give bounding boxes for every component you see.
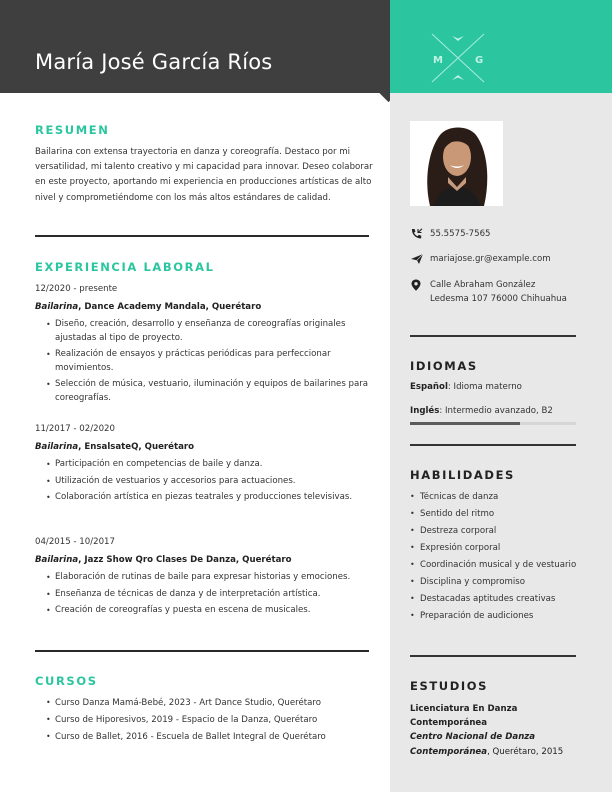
job-role: Bailarina	[35, 302, 79, 312]
profile-photo	[410, 121, 503, 206]
skill-item: • Destreza corporal	[410, 524, 580, 538]
section-divider	[35, 235, 369, 237]
language-item	[410, 382, 522, 392]
job-bullets	[35, 571, 380, 618]
job-role: Bailarina	[35, 442, 79, 452]
job-title	[35, 554, 380, 567]
job-dates: 04/2015 - 10/2017	[35, 537, 115, 547]
job-company: , Jazz Show Qro Clases De Danza, Querétaro	[78, 555, 292, 565]
section-divider	[35, 650, 369, 652]
email-address: mariajose.gr@example.com	[430, 254, 551, 264]
education-institution: Centro Nacional de Danza Contemporánea	[410, 732, 536, 757]
skills-list	[410, 490, 580, 626]
address-line-1: Calle Abraham González	[430, 280, 536, 290]
paper-plane-icon	[410, 253, 424, 265]
course-item: • Curso de Ballet, 2016 - Escuela de Ballet Integral de Querétaro	[35, 730, 380, 744]
summary-heading: RESUMEN	[35, 123, 110, 137]
contact-email[interactable]	[410, 252, 551, 266]
job-dates: 12/2020 - presente	[35, 284, 118, 294]
contact-phone[interactable]	[410, 227, 491, 241]
job-entry	[35, 283, 380, 409]
skill-item: • Disciplina y compromiso	[410, 575, 580, 589]
language-level: : Idioma materno	[447, 382, 522, 392]
sidebar-divider	[410, 335, 576, 337]
courses-list	[35, 696, 380, 747]
course-item: • Curso de Hiporesivos, 2019 - Espacio de la Danza, Querétaro	[35, 713, 380, 727]
job-title	[35, 301, 380, 314]
address-block	[430, 278, 567, 306]
education-location-year: , Querétaro, 2015	[487, 746, 564, 757]
education-degree: Licenciatura En Danza Contemporánea	[410, 704, 518, 729]
monogram-letter-right: G	[475, 55, 484, 66]
sidebar-divider	[410, 444, 576, 446]
job-entry	[35, 536, 380, 621]
sidebar-divider	[410, 655, 576, 657]
job-bullet: • Utilización de vestuarios y accesorios para actuaciones.	[35, 475, 380, 489]
job-bullet: • Participación en competencias de baile y danza.	[35, 458, 380, 472]
language-level: : Intermedio avanzado, B2	[439, 406, 553, 416]
summary-text: Bailarina con extensa trayectoria en danza y coreografía. Destaco por mi versatilidad, mi talento creativo y mi capacidad para innovar. Deseo colaborar en este proyecto, aportando mi experiencia en producciones artísticas de alto nivel y comprometiéndome con los más altos estándares de calidad.	[35, 147, 373, 203]
education-entry	[410, 702, 590, 759]
skill-item: • Sentido del ritmo	[410, 507, 580, 521]
job-company: , EnsalsateQ, Querétaro	[78, 442, 195, 452]
contact-address	[410, 278, 567, 306]
language-proficiency-fill	[410, 422, 520, 425]
job-bullet: • Selección de música, vestuario, iluminación y equipos de bailarines para coreografías.	[35, 378, 380, 405]
job-dates: 11/2017 - 02/2020	[35, 424, 115, 434]
course-item: • Curso Danza Mamá-Bebé, 2023 - Art Dance Studio, Querétaro	[35, 696, 380, 710]
job-bullet: • Enseñanza de técnicas de danza y de interpretación artística.	[35, 588, 380, 602]
skill-item: • Técnicas de danza	[410, 490, 580, 504]
job-entry	[35, 423, 380, 508]
skill-item: • Destacadas aptitudes creativas	[410, 592, 580, 606]
job-role: Bailarina	[35, 555, 79, 565]
languages-heading: IDIOMAS	[410, 359, 478, 373]
header-banner	[0, 0, 390, 93]
job-bullet: • Colaboración artística en piezas teatrales y producciones televisivas.	[35, 491, 380, 505]
courses-heading: CURSOS	[35, 674, 98, 688]
monogram-letter-left: M	[433, 55, 443, 66]
candidate-name: María José García Ríos	[35, 50, 273, 74]
skill-item: • Expresión corporal	[410, 541, 580, 555]
location-pin-icon	[410, 279, 424, 291]
job-title	[35, 441, 380, 454]
address-line-2: Ledesma 107 76000 Chihuahua	[430, 294, 567, 304]
job-bullets	[35, 458, 380, 505]
job-bullets	[35, 318, 380, 406]
skill-item: • Preparación de audiciones	[410, 609, 580, 623]
language-item	[410, 406, 553, 416]
language-proficiency-bar	[410, 422, 576, 425]
header-accent-block	[390, 0, 612, 93]
job-bullet: • Realización de ensayos y prácticas periódicas para perfeccionar movimientos.	[35, 348, 380, 375]
language-name: Español	[410, 382, 448, 392]
phone-number: 55.5575-7565	[430, 229, 491, 239]
job-bullet: • Creación de coreografías y puesta en escena de musicales.	[35, 604, 380, 618]
phone-icon	[410, 228, 424, 240]
skills-heading: HABILIDADES	[410, 468, 515, 482]
education-heading: ESTUDIOS	[410, 679, 489, 693]
job-bullet: • Diseño, creación, desarrollo y enseñanza de coreografías originales ajustadas al tipo de proyecto.	[35, 318, 380, 345]
experience-heading: EXPERIENCIA LABORAL	[35, 260, 215, 274]
language-name: Inglés	[410, 406, 440, 416]
skill-item: • Coordinación musical y de vestuario	[410, 558, 580, 572]
job-company: , Dance Academy Mandala, Querétaro	[78, 302, 262, 312]
monogram-logo	[430, 32, 486, 84]
job-bullet: • Elaboración de rutinas de baile para expresar historias y emociones.	[35, 571, 380, 585]
